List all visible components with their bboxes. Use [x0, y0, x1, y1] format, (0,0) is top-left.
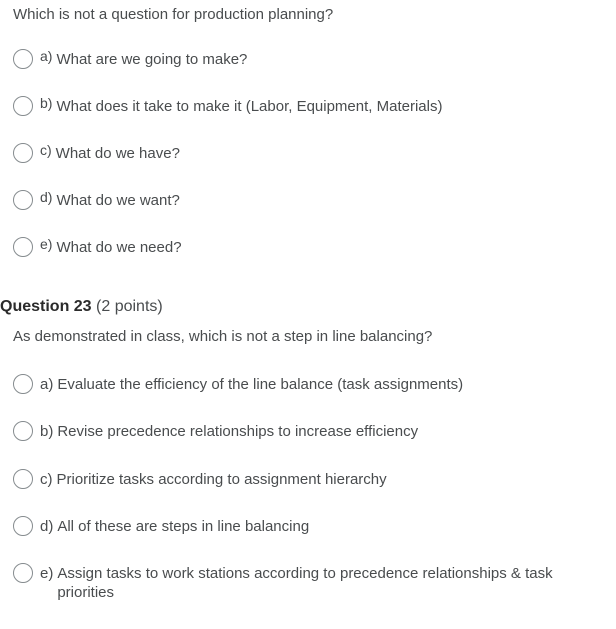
option-text: All of these are steps in line balancing	[57, 518, 310, 535]
option-letter: d)	[40, 189, 53, 205]
question-header	[0, 298, 163, 316]
answer-option-c[interactable]	[13, 470, 603, 489]
option-letter: a)	[40, 48, 53, 64]
option-letter: e)	[40, 236, 53, 252]
question-prompt: As demonstrated in class, which is not a step in line balancing?	[13, 328, 433, 345]
radio-button[interactable]	[13, 190, 33, 210]
option-text: What do we need?	[56, 239, 182, 256]
radio-button[interactable]	[13, 374, 33, 394]
option-letter: c)	[40, 471, 53, 488]
option-letter: d)	[40, 518, 54, 535]
answer-option-b[interactable]	[13, 422, 603, 441]
question-prompt: Which is not a question for production planning?	[13, 6, 334, 23]
radio-button[interactable]	[13, 469, 33, 489]
radio-button[interactable]	[13, 421, 33, 441]
option-text: What are we going to make?	[56, 51, 248, 68]
radio-button[interactable]	[13, 563, 33, 583]
option-text: Evaluate the efficiency of the line balance (task assignments)	[57, 376, 464, 393]
option-text: Revise precedence relationships to increase efficiency	[57, 423, 419, 440]
radio-button[interactable]	[13, 237, 33, 257]
option-text: What do we have?	[55, 145, 180, 162]
option-letter: a)	[40, 376, 54, 393]
answer-option-c[interactable]	[13, 144, 603, 163]
answer-option-d[interactable]	[13, 517, 603, 536]
radio-button[interactable]	[13, 143, 33, 163]
option-letter: e)	[40, 565, 54, 582]
option-text: What do we want?	[56, 192, 180, 209]
radio-button[interactable]	[13, 96, 33, 116]
answer-option-a[interactable]	[13, 50, 603, 69]
answer-option-a[interactable]	[13, 375, 603, 394]
answer-option-b[interactable]	[13, 97, 603, 116]
option-letter: b)	[40, 95, 53, 111]
option-letter: b)	[40, 423, 54, 440]
question-points: (2 points)	[96, 298, 163, 315]
option-text: What does it take to make it (Labor, Equipment, Materials)	[56, 98, 443, 115]
radio-button[interactable]	[13, 49, 33, 69]
option-letter: c)	[40, 142, 52, 158]
answer-option-e[interactable]	[13, 564, 603, 602]
question-title: Question 23	[0, 298, 92, 315]
answer-option-e[interactable]	[13, 238, 603, 257]
option-text: Prioritize tasks according to assignment hierarchy	[56, 471, 387, 488]
radio-button[interactable]	[13, 516, 33, 536]
answer-option-d[interactable]	[13, 191, 603, 210]
option-text: Assign tasks to work stations according to precedence relationships & task priorities	[57, 565, 553, 601]
